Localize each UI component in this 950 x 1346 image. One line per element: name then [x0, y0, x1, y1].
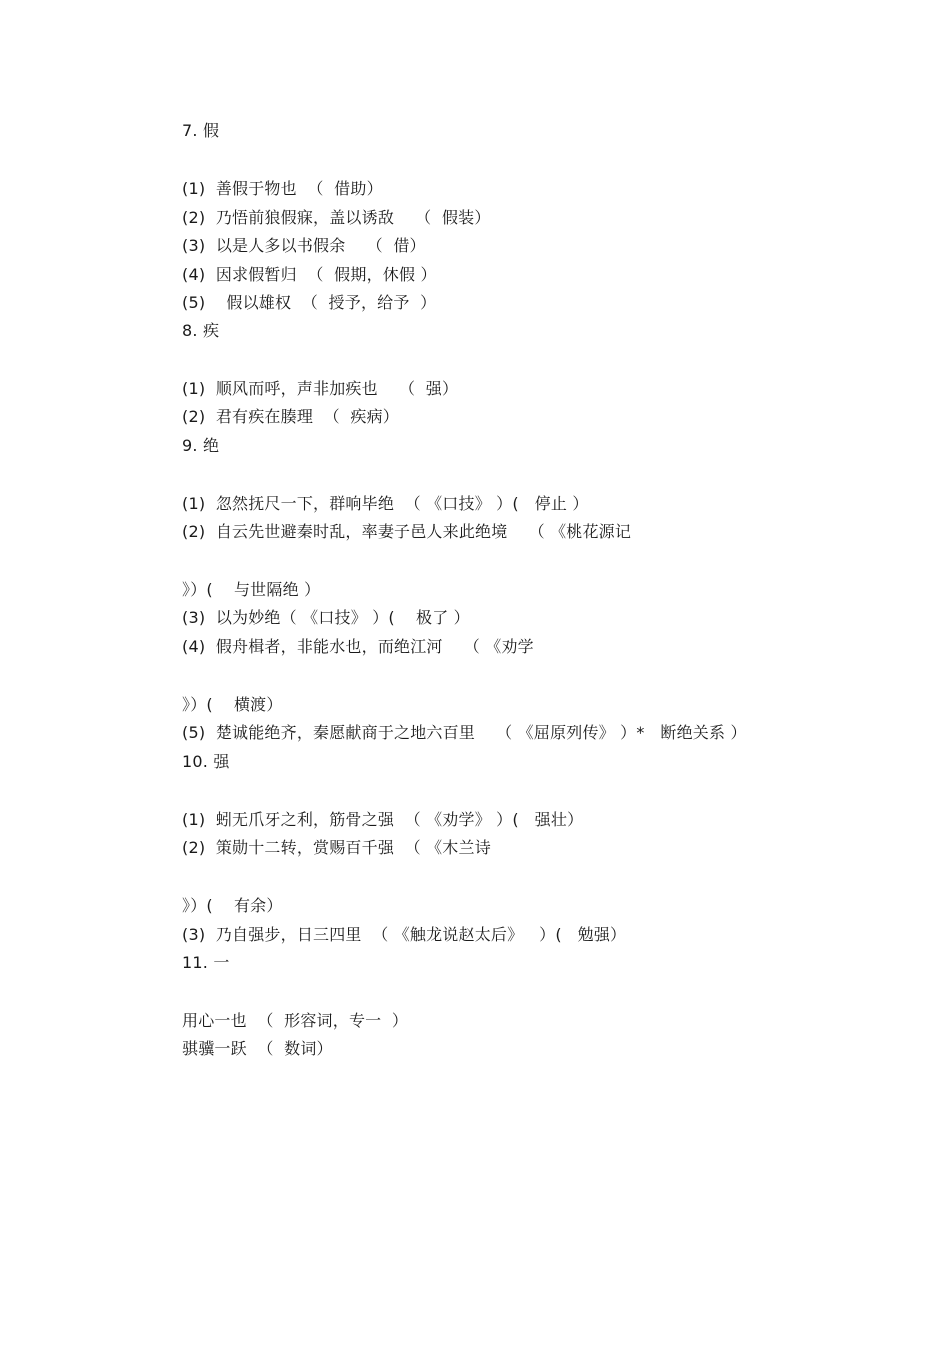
list-item: (2) 君有疾在腠理 （ 疾病） — [182, 407, 399, 426]
list-item: (4) 因求假暂归 （ 假期，休假 ） — [182, 265, 437, 284]
list-item: (3) 乃自强步，日三四里 （ 《触龙说赵太后》 ）( 勉强） — [182, 925, 627, 944]
list-item: (3) 以是人多以书假余 （ 借） — [182, 236, 426, 255]
list-item: (1) 善假于物也 （ 借助） — [182, 179, 383, 198]
list-item: (3) 以为妙绝（ 《口技》 ）( 极了 ） — [182, 608, 470, 627]
list-item-continuation: 》）( 与世隔绝 ） — [182, 580, 321, 599]
list-item: 用心一也 （ 形容词，专一 ） — [182, 1011, 409, 1030]
heading-10: 10. 强 — [182, 752, 230, 771]
list-item: (2) 自云先世避秦时乱，率妻子邑人来此绝境 （ 《桃花源记 — [182, 522, 632, 541]
list-item: (5) 假以雄权 （ 授予，给予 ） — [182, 293, 437, 312]
list-item: (1) 顺风而呼，声非加疾也 （ 强） — [182, 379, 459, 398]
list-item: (1) 蚓无爪牙之利，筋骨之强 （ 《劝学》 ）( 强壮） — [182, 810, 584, 829]
list-item: (2) 策勋十二转，赏赐百千强 （ 《木兰诗 — [182, 838, 491, 857]
heading-8: 8. 疾 — [182, 321, 220, 340]
list-item: (5) 楚诚能绝齐，秦愿献商于之地六百里 （ 《屈原列传》 ）* 断绝关系 ） — [182, 723, 747, 742]
list-item-continuation: 》）( 横渡） — [182, 695, 283, 714]
list-item: (1) 忽然抚尺一下，群响毕绝 （ 《口技》 ）( 停止 ） — [182, 494, 589, 513]
heading-7: 7. 假 — [182, 121, 220, 140]
list-item-continuation: 》）( 有余） — [182, 896, 283, 915]
list-item: 骐骥一跃 （ 数词） — [182, 1039, 333, 1058]
list-item: (2) 乃悟前狼假寐，盖以诱敌 （ 假装） — [182, 208, 491, 227]
list-item: (4) 假舟楫者，非能水也，而绝江河 （ 《劝学 — [182, 637, 534, 656]
heading-11: 11. 一 — [182, 953, 230, 972]
heading-9: 9. 绝 — [182, 436, 220, 455]
